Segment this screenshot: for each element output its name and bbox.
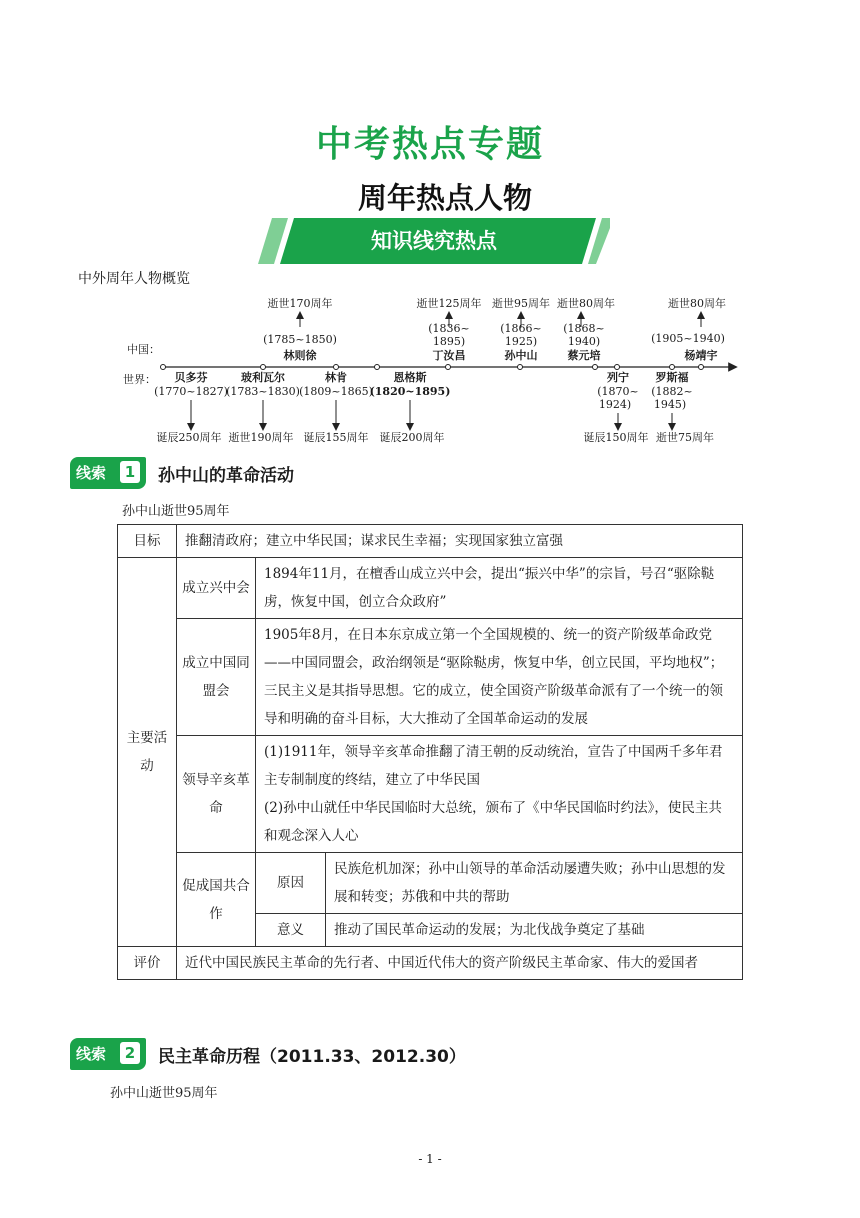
section-tag bbox=[70, 457, 146, 489]
guogong-label: 促成国共合作 bbox=[177, 853, 256, 947]
xinhai-label: 领导辛亥革命 bbox=[177, 736, 256, 853]
main-activities-label: 主要活动 bbox=[118, 558, 177, 947]
svg-text:(1905~1940): (1905~1940) bbox=[651, 332, 725, 345]
evaluation-label: 评价 bbox=[118, 947, 177, 980]
svg-text:(1783~1830): (1783~1830) bbox=[226, 385, 300, 398]
china-person-yangjingyu bbox=[651, 296, 726, 362]
sub-title: 周年热点人物 bbox=[357, 181, 532, 215]
timeline-diagram bbox=[115, 292, 745, 452]
svg-text:贝多芬: 贝多芬 bbox=[174, 371, 208, 384]
svg-text:(1882~: (1882~ bbox=[651, 385, 693, 398]
world-person-roosevelt bbox=[651, 370, 714, 444]
xingzhonghui-content: 1894年11月，在檀香山成立兴中会，提出“振兴中华”的宗旨，号召“驱除鞑虏，恢复中国，创立合众政府” bbox=[256, 558, 743, 619]
section-tag-label: 线索 bbox=[76, 464, 107, 482]
world-person-beethoven bbox=[154, 370, 228, 444]
section-tag bbox=[70, 1038, 146, 1070]
xinhai-content bbox=[256, 736, 743, 853]
world-person-bolivar bbox=[226, 370, 300, 444]
table-row bbox=[118, 525, 743, 558]
table-row bbox=[118, 947, 743, 980]
svg-text:逝世75周年: 逝世75周年 bbox=[656, 431, 714, 444]
svg-text:诞辰155周年: 诞辰155周年 bbox=[303, 431, 369, 444]
svg-text:逝世80周年: 逝世80周年 bbox=[668, 297, 726, 310]
svg-text:恩格斯: 恩格斯 bbox=[393, 371, 427, 384]
section-tag-number: 2 bbox=[120, 1042, 140, 1064]
overview-label: 中外周年人物概览 bbox=[78, 271, 190, 287]
section-tag-label: 线索 bbox=[76, 1045, 107, 1063]
meaning-label: 意义 bbox=[256, 914, 326, 947]
section-title: 孙中山的革命活动 bbox=[158, 466, 294, 486]
page-number: - 1 - bbox=[418, 1152, 442, 1166]
section-tag-number: 1 bbox=[120, 461, 140, 483]
svg-text:蔡元培: 蔡元培 bbox=[567, 349, 601, 362]
svg-text:逝世80周年: 逝世80周年 bbox=[557, 297, 615, 310]
svg-text:列宁: 列宁 bbox=[607, 371, 629, 384]
revolution-activities-table bbox=[117, 524, 743, 980]
svg-text:罗斯福: 罗斯福 bbox=[655, 371, 689, 384]
svg-text:1945): 1945) bbox=[653, 398, 687, 411]
svg-text:诞辰200周年: 诞辰200周年 bbox=[379, 431, 445, 444]
svg-text:诞辰150周年: 诞辰150周年 bbox=[583, 431, 649, 444]
meaning-content: 推动了国民革命运动的发展；为北伐战争奠定了基础 bbox=[326, 914, 743, 947]
goal-label: 目标 bbox=[118, 525, 177, 558]
tongmenghui-label: 成立中国同盟会 bbox=[177, 619, 256, 736]
reason-content: 民族危机加深；孙中山领导的革命活动屡遭失败；孙中山思想的发展和转变；苏俄和中共的帮助 bbox=[326, 853, 743, 914]
xinhai-point-1: (1)1911年，领导辛亥革命推翻了清王朝的反动统治，宣告了中国两千多年君主专制制度的终结，建立了中华民国 bbox=[264, 744, 723, 788]
svg-text:(1836~: (1836~ bbox=[428, 322, 470, 335]
svg-text:1924): 1924) bbox=[598, 398, 632, 411]
china-row-label: 中国： bbox=[127, 343, 160, 356]
svg-text:逝世170周年: 逝世170周年 bbox=[267, 297, 333, 310]
banner-text: 知识线究热点 bbox=[371, 229, 497, 253]
section-2-note: 孙中山逝世95周年 bbox=[110, 1086, 218, 1101]
china-person-sunzhongshan bbox=[492, 296, 550, 362]
section-1-note: 孙中山逝世95周年 bbox=[122, 504, 230, 519]
table-row bbox=[118, 558, 743, 619]
svg-text:(1809~1865): (1809~1865) bbox=[299, 385, 373, 398]
world-person-lincoln bbox=[299, 370, 373, 444]
xingzhonghui-label: 成立兴中会 bbox=[177, 558, 256, 619]
svg-text:(1870~: (1870~ bbox=[597, 385, 639, 398]
svg-text:丁汝昌: 丁汝昌 bbox=[432, 349, 466, 362]
svg-text:林则徐: 林则徐 bbox=[283, 349, 317, 362]
svg-text:林肯: 林肯 bbox=[325, 371, 347, 384]
svg-text:(1866~: (1866~ bbox=[500, 322, 542, 335]
svg-text:逝世190周年: 逝世190周年 bbox=[228, 431, 294, 444]
svg-text:(1820~1895): (1820~1895) bbox=[369, 385, 451, 398]
svg-text:1895): 1895) bbox=[432, 335, 466, 348]
svg-text:1940): 1940) bbox=[567, 335, 601, 348]
xinhai-point-2: (2)孙中山就任中华民国临时大总统，颁布了《中华民国临时约法》，使民主共和观念深入人心 bbox=[264, 800, 722, 844]
goal-content: 推翻清政府；建立中华民国；谋求民生幸福；实现国家独立富强 bbox=[177, 525, 743, 558]
china-person-caiyuanpei bbox=[557, 296, 615, 362]
svg-text:(1770~1827): (1770~1827) bbox=[154, 385, 228, 398]
svg-text:玻利瓦尔: 玻利瓦尔 bbox=[241, 371, 285, 384]
tongmenghui-content: 1905年8月，在日本东京成立第一个全国规模的、统一的资产阶级革命政党——中国同盟会，政治纲领是“驱除鞑虏，恢复中华，创立民国，平均地权”；三民主义是其指导思想。它的成立，使全国资产阶级革命派有了一个统一的领导和明确的奋斗目标，大大推动了全国革命运动的发展 bbox=[256, 619, 743, 736]
section-title: 民主革命历程（2011.33、2012.30） bbox=[158, 1047, 466, 1067]
svg-text:1925): 1925) bbox=[504, 335, 538, 348]
svg-text:逝世125周年: 逝世125周年 bbox=[416, 297, 482, 310]
svg-text:诞辰250周年: 诞辰250周年 bbox=[156, 431, 222, 444]
svg-text:孙中山: 孙中山 bbox=[504, 349, 538, 362]
evaluation-content: 近代中国民族民主革命的先行者、中国近代伟大的资产阶级民主革命家、伟大的爱国者 bbox=[177, 947, 743, 980]
table-row bbox=[118, 853, 743, 914]
main-title: 中考热点专题 bbox=[315, 124, 544, 165]
china-person-linzexu bbox=[263, 296, 337, 362]
svg-text:(1785~1850): (1785~1850) bbox=[263, 333, 337, 346]
svg-text:逝世95周年: 逝世95周年 bbox=[492, 297, 550, 310]
reason-label: 原因 bbox=[256, 853, 326, 914]
svg-text:(1868~: (1868~ bbox=[563, 322, 605, 335]
table-row bbox=[118, 736, 743, 853]
svg-text:杨靖宇: 杨靖宇 bbox=[684, 349, 718, 362]
china-person-dingruchang bbox=[417, 296, 482, 362]
world-person-lenin bbox=[584, 370, 649, 444]
table-row bbox=[118, 619, 743, 736]
world-row-label: 世界： bbox=[123, 373, 156, 386]
world-person-engels bbox=[370, 370, 451, 444]
